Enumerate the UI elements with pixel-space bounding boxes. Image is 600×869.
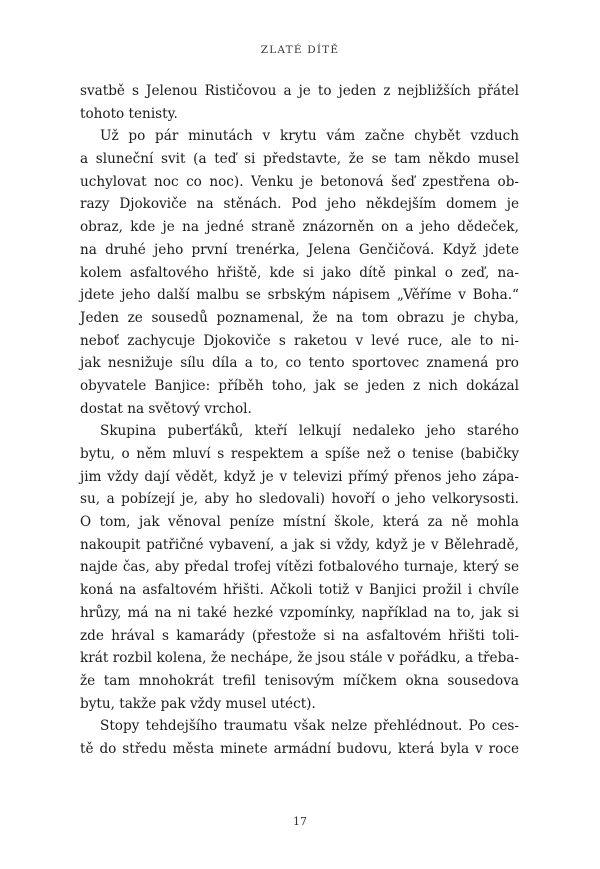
text-line: zde hrával s kamarády (přestože si na asfaltovém hřišti toli- bbox=[80, 627, 519, 644]
page-number: 17 bbox=[293, 815, 307, 828]
text-line: Skupina puberťáků, kteří lelkují nedaleko jeho starého bbox=[100, 423, 519, 440]
text-line: razy Djokoviče na stěnách. Pod jeho někdejším domem je bbox=[80, 196, 519, 213]
text-line: obyvatele Banjice: příběh toho, jak se jeden z nich dokázal bbox=[80, 377, 519, 394]
text-line: krát rozbil kolena, že nechápe, že jsou stále v pořádku, a třeba- bbox=[80, 650, 519, 667]
text-line: hrůzy, má na ni také hezké vzpomínky, například na to, jak si bbox=[80, 604, 519, 621]
text-line: koná na asfaltovém hřišti. Ačkoli totiž v Banjici prožil i chvíle bbox=[80, 582, 519, 599]
text-line: kolem asfaltového hřiště, kde si jako dítě pinkal o zeď, na- bbox=[80, 264, 519, 281]
body-text bbox=[80, 80, 519, 761]
text-line: bytu, takže pak vždy musel utéct). bbox=[80, 695, 316, 712]
text-line: tohoto tenisty. bbox=[80, 105, 178, 122]
running-head: ZLATÉ DÍTĚ bbox=[260, 44, 340, 56]
text-line: su, a pobízejí je, aby ho sledovali) hovoří o jeho velkorysosti. bbox=[80, 491, 519, 508]
text-line: O tom, jak věnoval peníze místní škole, která za ně mohla bbox=[80, 514, 519, 531]
text-line: obraz, kde je na jedné straně znázorněn on a jeho dědeček, bbox=[80, 219, 519, 236]
text-line: neboť zachycuje Djokoviče s raketou v levé ruce, ale to ni- bbox=[80, 332, 519, 349]
text-line: tě do středu města minete armádní budovu, která byla v roce bbox=[80, 740, 519, 757]
text-line: svatbě s Jelenou Rističovou a je to jeden z nejbližších přátel bbox=[80, 83, 519, 99]
text-line: Už po pár minutách v krytu vám začne chybět vzduch bbox=[100, 128, 519, 145]
text-line: jim vždy dají vědět, když je v televizi přímý přenos jeho zápa- bbox=[80, 468, 519, 485]
text-line: nakoupit patřičné vybavení, a jak si vždy, když je v Bělehradě, bbox=[80, 536, 519, 553]
text-line: jdete jeho další malbu se srbským nápisem „Věříme v Boha.“ bbox=[80, 287, 519, 304]
text-line: najde čas, aby předal trofej vítězi fotbalového turnaje, který se bbox=[80, 559, 519, 576]
text-line: že tam mnohokrát trefil tenisovým míčkem okna sousedova bbox=[80, 672, 519, 689]
text-line: dostat na světový vrchol. bbox=[80, 400, 252, 417]
text-line: jak nesnižuje sílu díla a to, co tento sportovec znamená pro bbox=[80, 355, 519, 372]
text-line: bytu, o něm mluví s respektem a spíše než o tenise (babičky bbox=[80, 446, 519, 462]
text-line: Jeden ze sousedů poznamenal, že na tom obrazu je chyba, bbox=[80, 309, 519, 326]
text-line: na druhé jeho první trenérka, Jelena Genčičová. Když jdete bbox=[80, 241, 519, 258]
text-line: Stopy tehdejšího traumatu však nelze přehlédnout. Po ces- bbox=[100, 718, 519, 735]
text-line: a sluneční svit (a teď si představte, že se tam někdo musel bbox=[80, 151, 519, 168]
text-line: uchylovat noc co noc). Venku je betonová šeď zpestřena ob- bbox=[80, 173, 519, 190]
